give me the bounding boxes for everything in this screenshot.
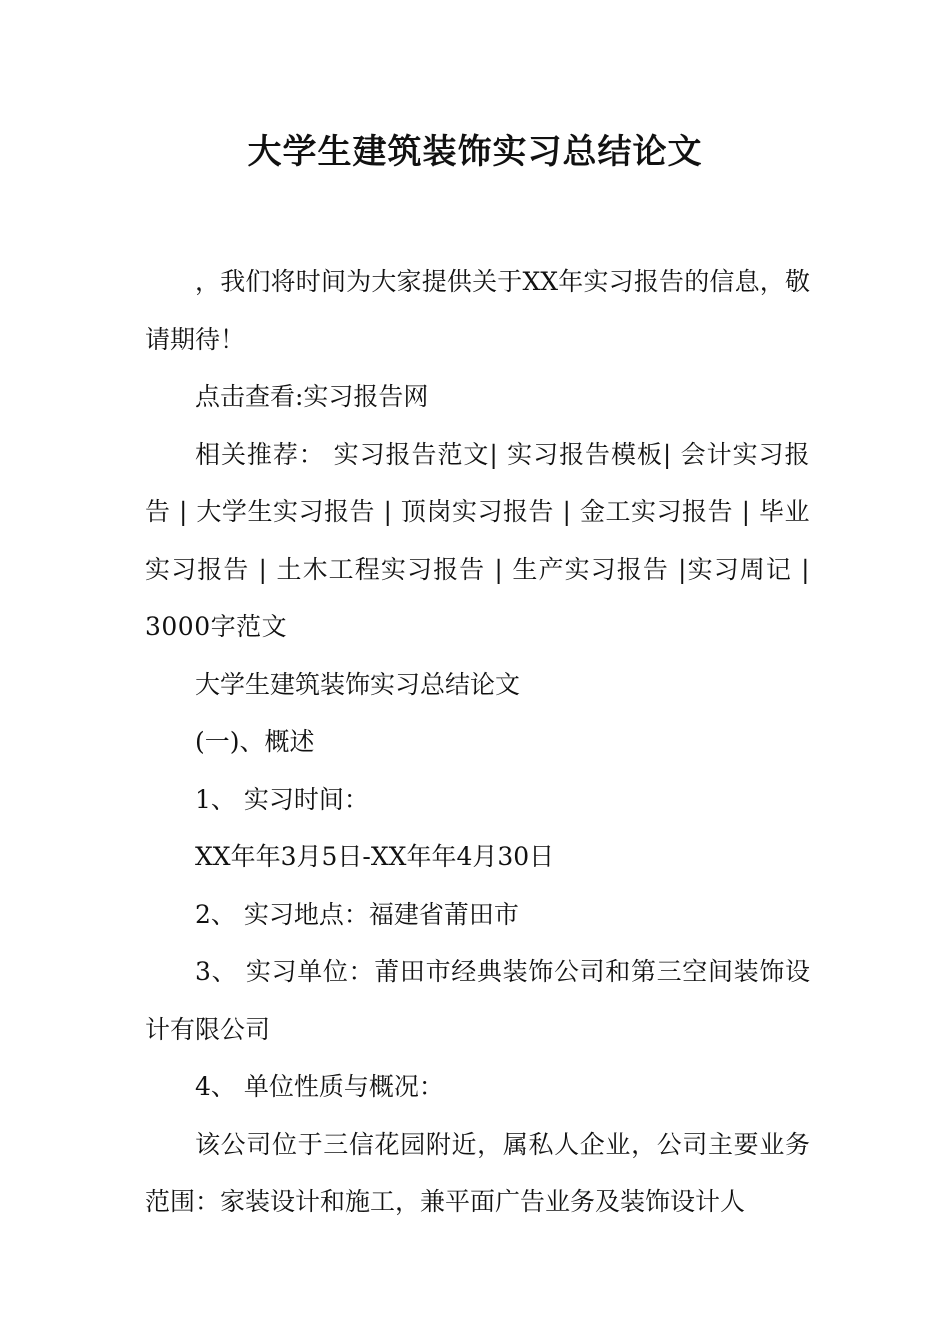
list-item: 2、 实习地点：福建省莆田市: [195, 899, 519, 929]
document-title: 大学生建筑装饰实习总结论文: [247, 132, 703, 172]
list-item: 4、 单位性质与概况：: [195, 1072, 444, 1101]
list-item: 3、 实习单位：莆田市经典装饰公司和第三空间装饰设计有限公司: [145, 957, 810, 1044]
list-item: XX年年3月5日-XX年年4月30日: [195, 842, 555, 871]
body-paragraph: 该公司位于三信花园附近，属私人企业，公司主要业务范围：家装设计和施工，兼平面广告业务及装饰设计人: [145, 1129, 810, 1216]
subtitle-paragraph: 大学生建筑装饰实习总结论文: [195, 669, 521, 699]
link-paragraph: 点击查看:实习报告网: [195, 382, 429, 411]
intro-paragraph: ，我们将时间为大家提供关于XX年实习报告的信息，敬请期待！: [145, 267, 810, 354]
related-paragraph: 相关推荐： 实习报告范文| 实习报告模板| 会计实习报告 | 大学生实习报告 | 顶岗实习报告 | 金工实习报告 | 毕业实习报告 | 土木工程实习报告 | 生产实习报告 |实习周记 | 3000字范文: [145, 439, 810, 641]
document-body: [145, 253, 810, 1231]
list-item: 1、 实习时间：: [195, 784, 369, 814]
section-heading: (一)、概述: [195, 727, 315, 756]
